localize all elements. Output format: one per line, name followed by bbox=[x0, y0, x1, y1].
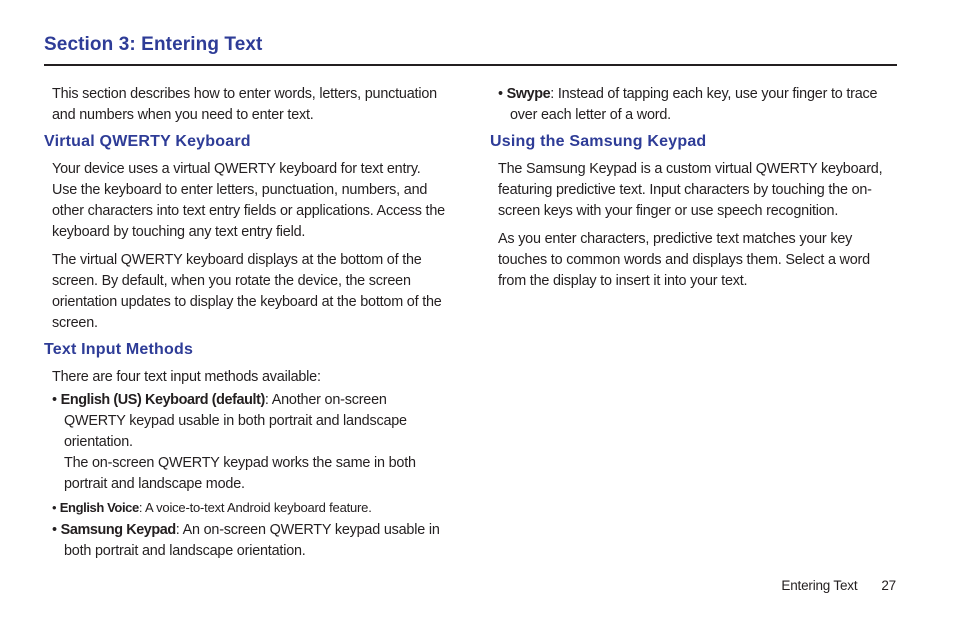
right-column bbox=[490, 84, 895, 292]
bullet-term: Swype bbox=[506, 86, 551, 102]
samsung-keypad-heading: Using the Samsung Keypad bbox=[490, 133, 707, 150]
intro-paragraph: This section describes how to enter words, letters, punctuation and numbers when you need to enter text. bbox=[52, 86, 437, 123]
bullet-swype: • Swype: Instead of tapping each key, use your finger to trace over each letter of a word. bbox=[498, 86, 878, 123]
bullet-term: English (US) Keyboard (default) bbox=[60, 392, 265, 408]
page-footer bbox=[781, 578, 896, 593]
footer-label: Entering Text bbox=[781, 578, 858, 593]
bullet-english-voice: • English Voice: A voice-to-text Android keyboard feature. bbox=[52, 500, 372, 515]
bullet-term: Samsung Keypad bbox=[60, 522, 176, 538]
virtual-qwerty-paragraph-2: The virtual QWERTY keyboard displays at the bottom of the screen. By default, when you rotate the device, the screen orientation updates to display the keyboard at the bottom of the screen. bbox=[52, 252, 442, 331]
text-input-methods-heading: Text Input Methods bbox=[44, 341, 194, 358]
virtual-qwerty-paragraph-1: Your device uses a virtual QWERTY keyboard for text entry. Use the keyboard to enter letters, punctuation, numbers, and other characters into text entry fields or applications. Access the keyboard by touching any text entry field. bbox=[52, 161, 445, 240]
section-title: Section 3: Entering Text bbox=[44, 34, 263, 55]
text-input-methods-lead: There are four text input methods available: bbox=[52, 369, 321, 385]
left-column bbox=[44, 84, 449, 562]
bullet-term: English Voice bbox=[59, 500, 139, 515]
bullet-text: : Instead of tapping each key, use your finger to trace over each letter of a word. bbox=[510, 86, 878, 123]
samsung-keypad-paragraph-2: As you enter characters, predictive text matches your key touches to common words and displays them. Select a word from the display to insert it into your text. bbox=[498, 231, 870, 289]
header-rule bbox=[44, 64, 897, 66]
virtual-qwerty-heading: Virtual QWERTY Keyboard bbox=[44, 133, 251, 150]
bullet-samsung-keypad: • Samsung Keypad: An on-screen QWERTY keypad usable in both portrait and landscape orientation. bbox=[52, 522, 440, 559]
samsung-keypad-paragraph-1: The Samsung Keypad is a custom virtual QWERTY keyboard, featuring predictive text. Input characters by touching the on-screen keys with your finger or use speech recognition. bbox=[498, 161, 883, 219]
bullet-text: : A voice-to-text Android keyboard feature. bbox=[138, 500, 372, 515]
bullet-text: : An on-screen QWERTY keypad usable in both portrait and landscape orientation. bbox=[64, 522, 440, 559]
bullet-extra: The on-screen QWERTY keypad works the same in both portrait and landscape mode. bbox=[64, 455, 416, 492]
bullet-text: : Another on-screen QWERTY keypad usable in both portrait and landscape orientation. bbox=[64, 392, 407, 450]
page-number: 27 bbox=[881, 578, 896, 593]
bullet-english-us-keyboard: • English (US) Keyboard (default): Another on-screen QWERTY keypad usable in both portrait and landscape orientation. The on-screen QWERTY keypad works the same in both portrait and landscape mode. bbox=[52, 392, 416, 492]
